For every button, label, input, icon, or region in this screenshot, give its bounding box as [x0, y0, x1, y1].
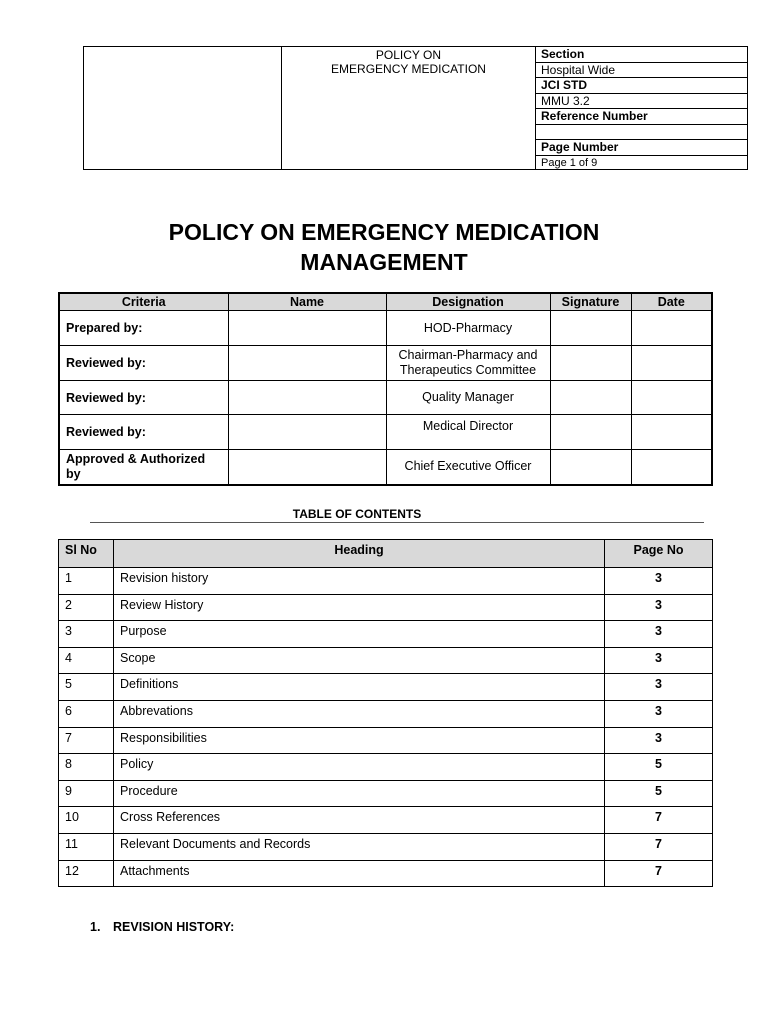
approval-date[interactable]: [631, 381, 712, 415]
approval-header-row: [59, 293, 712, 311]
toc-page: 3: [605, 621, 713, 648]
document-header: [83, 46, 748, 170]
document-title-line2: MANAGEMENT: [300, 249, 468, 275]
approval-criteria: Reviewed by:: [59, 415, 228, 450]
toc-row[interactable]: [59, 674, 713, 701]
logo-cell: [84, 47, 282, 169]
toc-sl: 10: [59, 807, 114, 834]
toc-header-page: Page No: [605, 540, 713, 568]
toc-heading[interactable]: Policy: [114, 754, 605, 781]
toc-heading[interactable]: Responsibilities: [114, 727, 605, 754]
approval-header-signature: Signature: [550, 293, 631, 311]
approval-table: [58, 292, 713, 486]
page-value: Page 1 of 9: [541, 156, 598, 169]
approval-name[interactable]: [228, 381, 386, 415]
toc-divider: [90, 522, 704, 523]
section-title: REVISION HISTORY:: [113, 920, 235, 934]
toc-sl: 4: [59, 647, 114, 674]
toc-page: 3: [605, 594, 713, 621]
jci-label: JCI STD: [536, 78, 747, 94]
toc-row[interactable]: [59, 647, 713, 674]
reference-label: Reference Number: [536, 109, 747, 125]
approval-row: [59, 311, 712, 346]
toc-row[interactable]: [59, 594, 713, 621]
approval-designation: Chairman-Pharmacy and Therapeutics Committee: [386, 346, 550, 381]
toc-sl: 5: [59, 674, 114, 701]
toc-heading[interactable]: Review History: [114, 594, 605, 621]
toc-page: 7: [605, 833, 713, 860]
approval-row: [59, 450, 712, 485]
toc-sl: 12: [59, 860, 114, 887]
toc-sl: 2: [59, 594, 114, 621]
approval-row: [59, 381, 712, 415]
toc-page: 3: [605, 727, 713, 754]
approval-criteria: Prepared by:: [59, 311, 228, 346]
toc-heading[interactable]: Definitions: [114, 674, 605, 701]
page-label: Page Number: [536, 140, 747, 156]
toc-row[interactable]: [59, 700, 713, 727]
document-title-line1: POLICY ON EMERGENCY MEDICATION: [168, 219, 600, 245]
approval-date[interactable]: [631, 311, 712, 346]
toc-header-heading: Heading: [114, 540, 605, 568]
approval-signature[interactable]: [550, 415, 631, 450]
jci-value: MMU 3.2: [536, 94, 747, 110]
toc-row[interactable]: [59, 807, 713, 834]
toc-page: 7: [605, 807, 713, 834]
approval-designation: Quality Manager: [386, 381, 550, 415]
approval-name[interactable]: [228, 311, 386, 346]
approval-designation: HOD-Pharmacy: [386, 311, 550, 346]
approval-criteria: Approved & Authorized by: [59, 450, 228, 485]
approval-signature[interactable]: [550, 450, 631, 485]
section-value: Hospital Wide: [536, 63, 747, 79]
toc-page: 7: [605, 860, 713, 887]
approval-row: [59, 415, 712, 450]
toc-page: 3: [605, 700, 713, 727]
toc-heading[interactable]: Attachments: [114, 860, 605, 887]
approval-criteria: Reviewed by:: [59, 381, 228, 415]
toc-row[interactable]: [59, 754, 713, 781]
reference-value: [536, 125, 747, 141]
toc-page: 3: [605, 568, 713, 595]
toc-table: [58, 539, 713, 887]
header-title-cell: [282, 47, 536, 169]
toc-page: 3: [605, 674, 713, 701]
approval-date[interactable]: [631, 346, 712, 381]
toc-heading[interactable]: Relevant Documents and Records: [114, 833, 605, 860]
toc-heading[interactable]: Abbrevations: [114, 700, 605, 727]
toc-title: TABLE OF CONTENTS: [292, 507, 422, 521]
header-title-line1: POLICY ON: [375, 48, 442, 62]
approval-header-name: Name: [228, 293, 386, 311]
toc-page: 5: [605, 780, 713, 807]
toc-row[interactable]: [59, 780, 713, 807]
approval-criteria: Reviewed by:: [59, 346, 228, 381]
toc-heading[interactable]: Scope: [114, 647, 605, 674]
toc-heading[interactable]: Purpose: [114, 621, 605, 648]
toc-sl: 11: [59, 833, 114, 860]
toc-sl: 8: [59, 754, 114, 781]
toc-heading[interactable]: Procedure: [114, 780, 605, 807]
toc-header-row: [59, 540, 713, 568]
toc-sl: 6: [59, 700, 114, 727]
section-number: 1.: [90, 920, 101, 934]
approval-header-designation: Designation: [386, 293, 550, 311]
header-title-line2: EMERGENCY MEDICATION: [331, 62, 486, 76]
approval-designation: Chief Executive Officer: [386, 450, 550, 485]
approval-row: [59, 346, 712, 381]
approval-designation: Medical Director: [386, 415, 550, 450]
toc-row[interactable]: [59, 727, 713, 754]
toc-heading[interactable]: Revision history: [114, 568, 605, 595]
toc-page: 5: [605, 754, 713, 781]
approval-header-criteria: Criteria: [59, 293, 228, 311]
toc-row[interactable]: [59, 621, 713, 648]
approval-header-date: Date: [631, 293, 712, 311]
toc-sl: 3: [59, 621, 114, 648]
approval-date[interactable]: [631, 415, 712, 450]
approval-date[interactable]: [631, 450, 712, 485]
section-heading-revision-history: [90, 920, 234, 934]
toc-sl: 1: [59, 568, 114, 595]
approval-name[interactable]: [228, 346, 386, 381]
toc-sl: 9: [59, 780, 114, 807]
toc-header-sl: Sl No: [59, 540, 114, 568]
toc-row[interactable]: [59, 568, 713, 595]
toc-page: 3: [605, 647, 713, 674]
toc-sl: 7: [59, 727, 114, 754]
approval-signature[interactable]: [550, 346, 631, 381]
approval-name[interactable]: [228, 415, 386, 450]
approval-name[interactable]: [228, 450, 386, 485]
toc-row[interactable]: [59, 860, 713, 887]
toc-heading[interactable]: Cross References: [114, 807, 605, 834]
section-label: Section: [536, 47, 747, 63]
toc-row[interactable]: [59, 833, 713, 860]
document-title: [0, 217, 768, 277]
approval-signature[interactable]: [550, 311, 631, 346]
approval-signature[interactable]: [550, 381, 631, 415]
header-meta: [536, 47, 747, 169]
